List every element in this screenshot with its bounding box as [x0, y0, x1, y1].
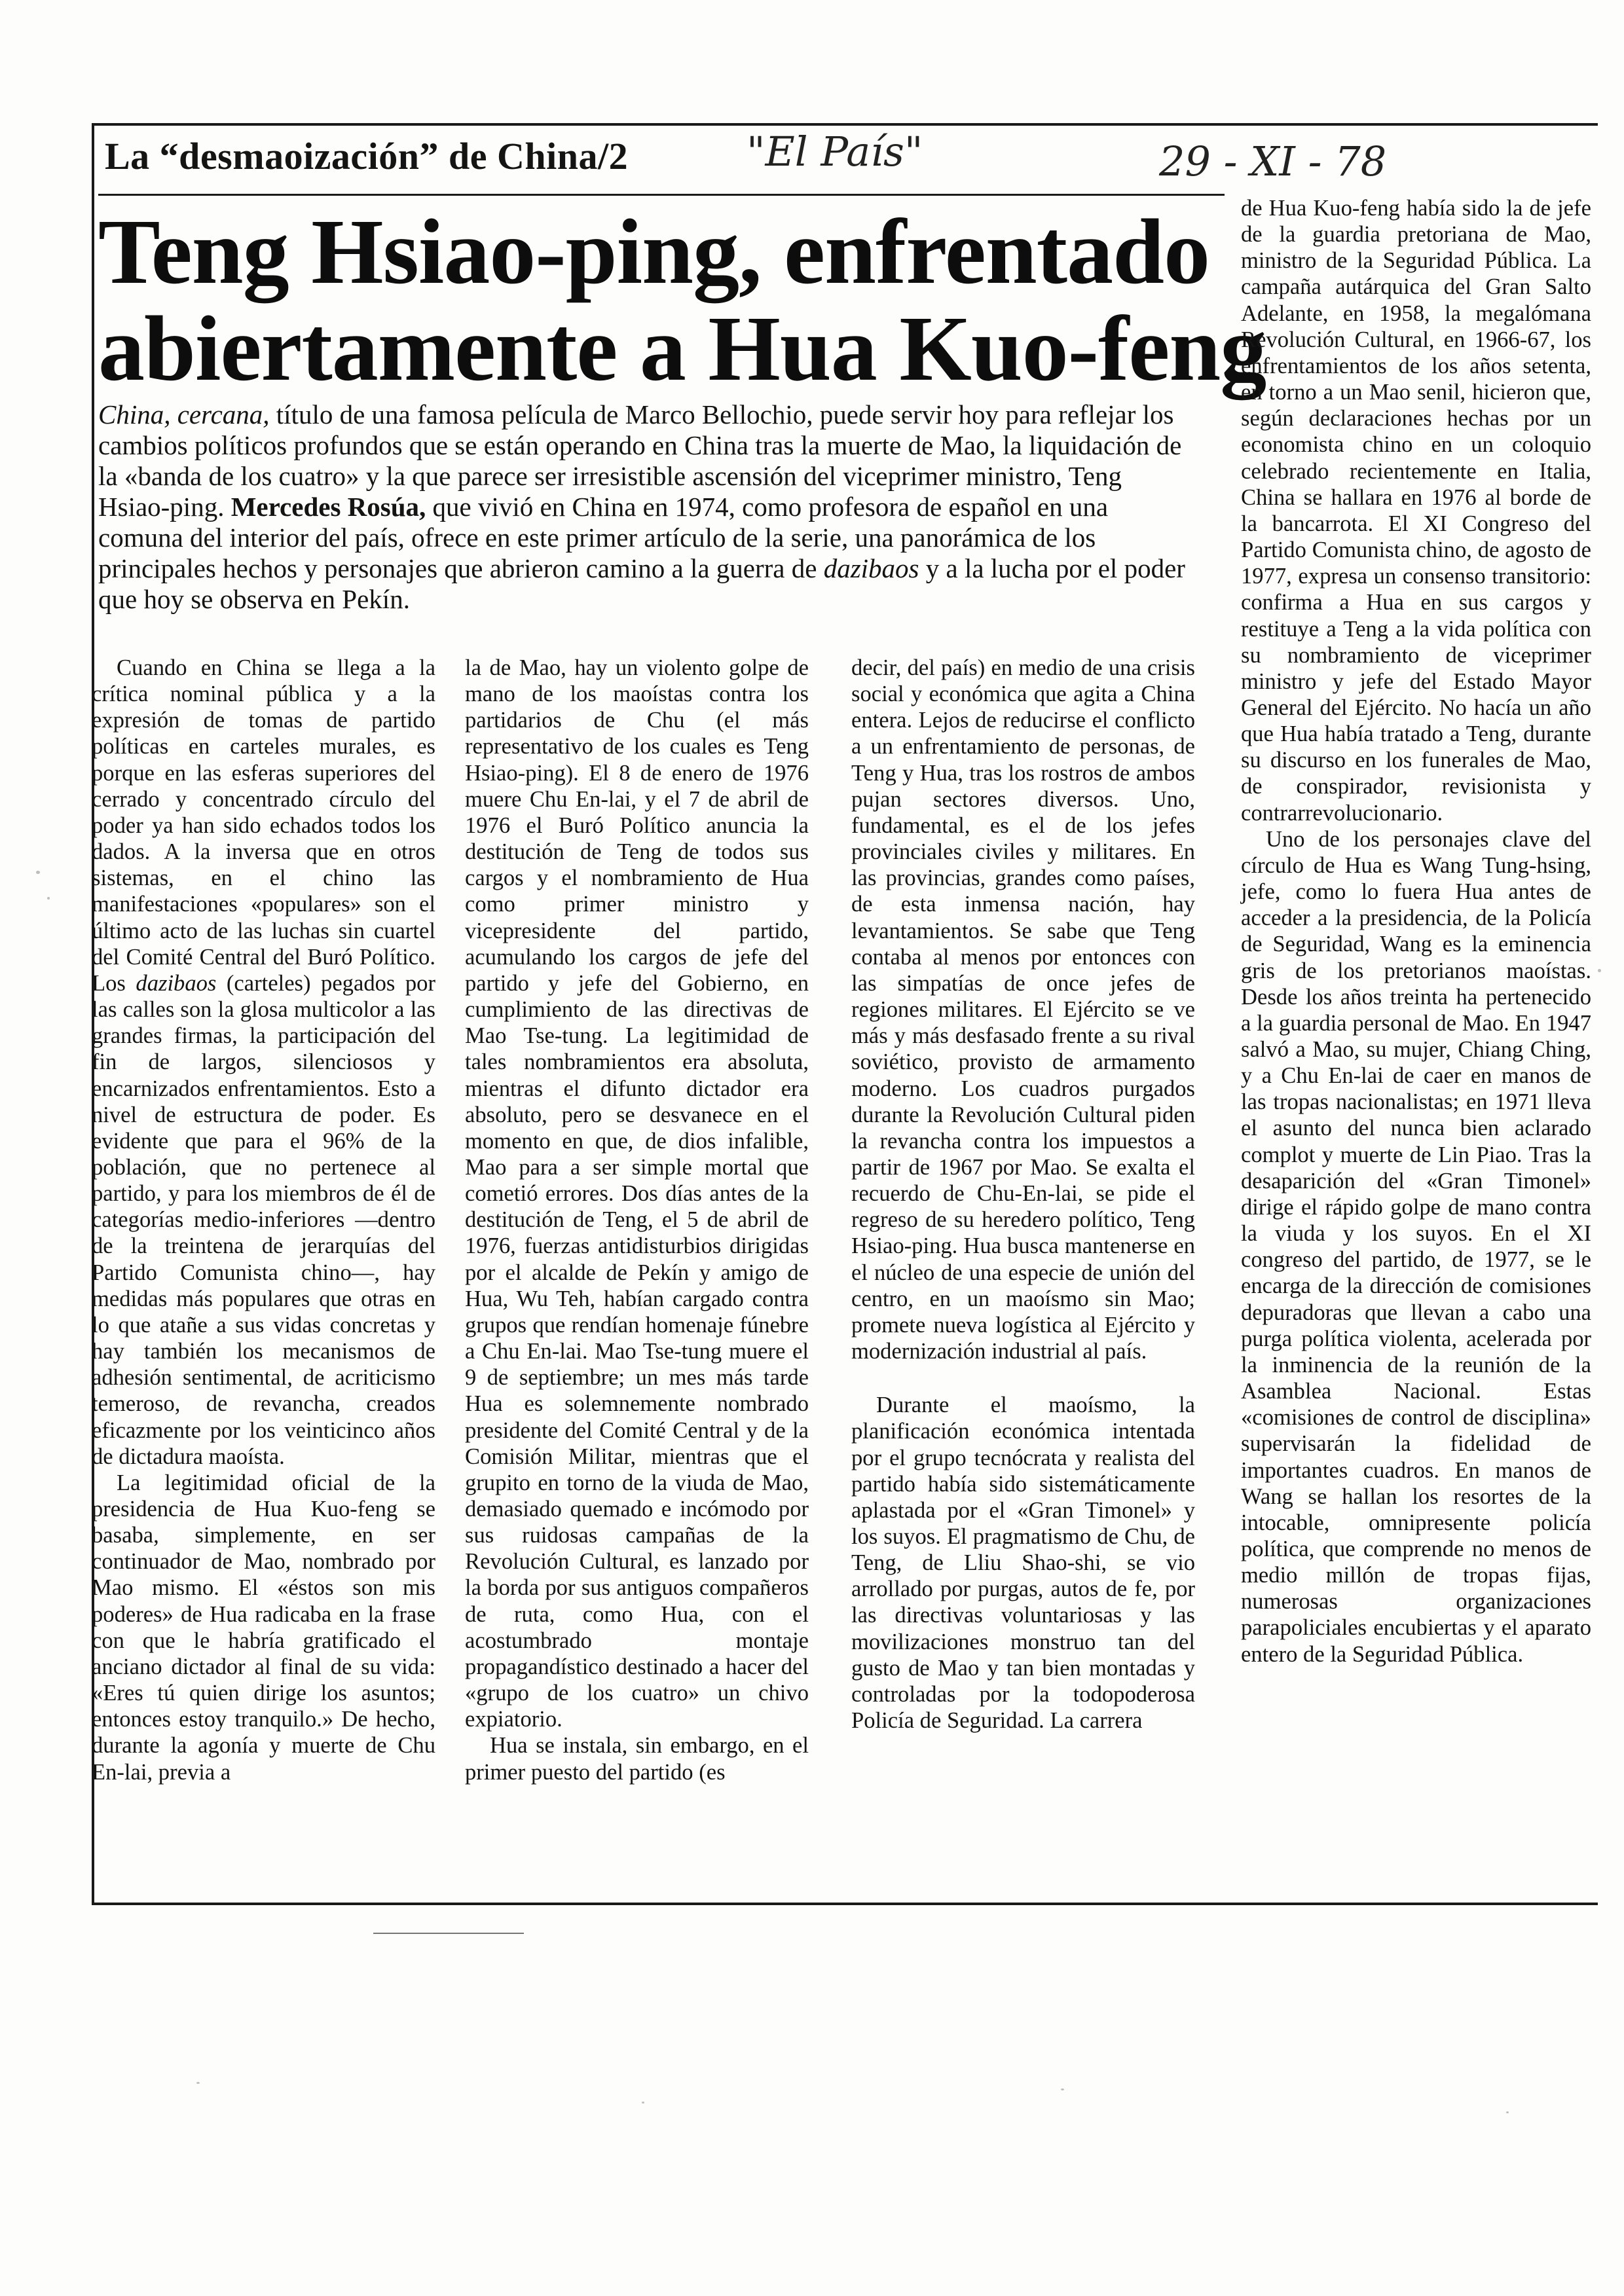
column-4-paragraph-1: de Hua Kuo-feng había sido la de jefe de la guardia pretoriana de Mao, ministro de la Seguridad Pública. La campaña autárquica del Gran Salto Adelante, en 1958, la megalómana Revolución Cultural, en 1966-67, los enfrentamientos de los años setenta, en torno a un Mao senil, hicieron que, según declaraciones hechas por un economista chino en un coloquio celebrado recientemente en Italia, China se hallara en 1976 al borde de la bancarrota. El XI Congreso del Partido Comunista chino, de agosto de 1977, expresa un consenso transitorio: confirma a Hua en sus cargos y restituye a Teng a la vida política con su nombramiento de viceprimer ministro y jefe del Estado Mayor General del Ejército. No hacía un año que Hua había tratado a Teng, durante su discurso en los funerales de Mao, de conspirador, revisionista y contrarrevolucionario. — [1241, 196, 1591, 826]
scan-speck — [1506, 2111, 1509, 2113]
series-kicker: La “desmaoización” de China/2 — [105, 135, 629, 177]
column-4-paragraph-2: Uno de los personajes clave del círculo de Hua es Wang Tung-hsing, jefe, como lo fuera Hua antes de acceder a la presidencia, de la Policía de Seguridad, Wang es la eminencia gris de los pretorianos maoístas. Desde los años treinta ha pertenecido a la guardia personal de Mao. En 1947 salvó a Mao, su mujer, Chiang Ching, y a Chu En-lai de caer en manos de las tropas nacionalistas; en 1971 lleva el asunto del nunca bien aclarado complot y muerte de Lin Piao. Tras la desaparición del «Gran Timonel» dirige el rápido golpe de mano contra la viuda y los suyos. En el XI congreso del partido, de 1977, se le encarga de la dirección de comisiones depuradoras que llevan a cabo una purga política violenta, acelerada por la inminencia de la reunión de la Asamblea Nacional. Estas «comisiones de control de disciplina» supervisarán la fidelidad de importantes cuadros. En manos de Wang se hallan los resortes de la intocable, omnipresente policía política, que comprende no menos de medio millón de tropas fijas, numerosas organizaciones parapoliciales encubiertas y el aparato entero de la Seguridad Pública. — [1241, 826, 1591, 1667]
column-2-paragraph-2: Hua se instala, sin embargo, en el primer puesto del partido (es — [465, 1733, 809, 1785]
lead-text-3: y a la lucha por el poder que hoy se observa en Pekín. — [98, 553, 1185, 614]
lead-text-1: título de una famosa película de Marco Bellochio, puede servir hoy para reflejar los cambios políticos profundos que se están operando en China tras la muerte de Mao, la liquidación de la «banda de los cuatro» y la que parece ser irresistible ascensión del viceprimer ministro, Teng Hsiao-ping. — [98, 399, 1182, 522]
article-column-2 — [465, 655, 809, 1785]
scan-speck — [36, 871, 40, 874]
scan-speck — [196, 2082, 200, 2084]
headline-line-2: abiertamente a Hua Kuo-feng — [98, 297, 1266, 400]
column-3-paragraph-2: Durante el maoísmo, la planificación económica intentada por el grupo tecnócrata y realista del partido había sido sistemáticamente aplastada por el «Gran Timonel» y los suyos. El pragmatismo de Chu, de Teng, de Lliu Shao-shi, se vio arrollado por purgas, autos de fe, por las directivas voluntariosas y las movilizaciones monstruo tan del gusto de Mao y tan bien montadas y controladas por la todopoderosa Policía de Seguridad. La carrera — [851, 1393, 1195, 1734]
headline — [98, 200, 1266, 400]
column-1-paragraph-1-text-b: (carteles) pegados por las calles son la glosa multicolor a las grandes firmas, la participación del fin de largos, silenciosos y encarnizados enfrentamientos. Esto a nivel de estructura de poder. Es evidente que para el 96% de la población, que no pertenece al partido, y para los miembros de él de categorías medio-inferiores —dentro de la treintena de jerarquías del Partido Comunista chino—, hay medidas más populares que otras en lo que atañe a sus vidas concretas y hay también los mecanismos de adhesión sentimental, de acriticismo temeroso, de revancha, creados eficazmente por los veinticinco años de dictadura maoísta. — [92, 970, 435, 1469]
scan-speck — [1598, 969, 1601, 972]
article-column-3 — [851, 655, 1195, 1734]
lead-italic-title: China, cercana, — [98, 399, 270, 429]
scan-speck — [47, 897, 50, 900]
handwritten-newspaper-note: "El País" — [747, 128, 923, 175]
lead-italic-dazibaos: dazibaos — [823, 553, 919, 583]
top-border-rule — [92, 123, 1598, 126]
handwritten-date-note: 29 - XI - 78 — [1159, 137, 1387, 185]
lead-author: Mercedes Rosúa, — [231, 492, 426, 522]
column-1-paragraph-2: La legitimidad oficial de la presidencia de Hua Kuo-feng se basaba, simplemente, en ser continuador de Mao, nombrado por Mao mismo. El «éstos son mis poderes» de Hua radicaba en la frase con que le habría gratificado el anciano dictador al final de su vida: «Eres tú quien dirige los asuntos; entonces estoy tranquilo.» De hecho, durante la agonía y muerte de Chu En-lai, previa a — [92, 1470, 435, 1785]
column-3-spacer — [851, 1364, 1195, 1392]
scan-speck — [1061, 2088, 1064, 2090]
column-1-paragraph-1-text-a: Cuando en China se llega a la crítica nominal pública y a la expresión de tomas de partido políticas en carteles murales, es porque en las esferas superiores del cerrado y concentrado círculo del poder ya han sido echados todos los dados. A la inversa que en otros sistemas, en el chino las manifestaciones «populares» son el último acto de las luchas sin cuartel del Comité Central del Buró Político. Los — [92, 655, 435, 996]
bottom-border-rule — [92, 1903, 1598, 1905]
article-column-4 — [1241, 195, 1591, 1667]
column-3-paragraph-1: decir, del país) en medio de una crisis social y económica que agita a China entera. Lejos de reducirse el conflicto a un enfrentamiento de personas, de Teng y Hua, tras los rostros de ambos pujan sectores diversos. Uno, fundamental, es el de los jefes provinciales civiles y militares. En las provincias, grandes como países, de esta inmensa nación, hay levantamientos. Se sabe que Teng contaba al menos por entonces con las simpatías de once jefes de regiones militares. El Ejército se ve más y más desfasado frente a su rival soviético, provisto de armamento moderno. Los cuadros purgados durante la Revolución Cultural piden la revancha contra los impuestos a partir de 1967 por Mao. Se exalta el recuerdo de Chu-En-lai, se pide el regreso de su heredero político, Teng Hsiao-ping. Hua busca mantenerse en el núcleo de una especie de unión del centro, en un maoísmo sin Mao; promete nueva logística al Ejército y modernización industrial al país. — [851, 655, 1195, 1364]
column-1-italic-dazibaos: dazibaos — [136, 970, 217, 996]
scan-speck — [642, 2102, 644, 2104]
headline-line-1: Teng Hsiao-ping, enfrentado — [98, 200, 1210, 303]
column-2-paragraph-1: la de Mao, hay un violento golpe de mano de los maoístas contra los partidarios de Chu (el más representativo de los cuales es Teng Hsiao-ping). El 8 de enero de 1976 muere Chu En-lai, y el 7 de abril de 1976 el Buró Político anuncia la destitución de Teng de todos sus cargos y el nombramiento de Hua como primer ministro y vicepresidente del partido, acumulando los cargos de jefe del partido y jefe del Gobierno, en cumplimiento de las directivas de Mao Tse-tung. La legitimidad de tales nombramientos era absoluta, mientras el difunto dictador era absoluto, pero se desvanece en el momento en que, de dios infalible, Mao para a ser simple mortal que cometió errores. Dos días antes de la destitución de Teng, el 5 de abril de 1976, fuerzas antidisturbios dirigidas por el alcalde de Pekín y amigo de Hua, Wu Teh, habían cargado contra grupos que rendían homenaje fúnebre a Chu En-lai. Mao Tse-tung muere el 9 de septiembre; un mes más tarde Hua es solemnemente nombrado presidente del Comité Central y de la Comisión Militar, mientras que el grupito en torno de la viuda de Mao, demasiado quemado e incómodo por sus ruidosas campañas de la Revolución Cultural, es lanzado por la borda por sus antiguos compañeros de ruta, como Hua, con el acostumbrado montaje propagandístico destinado a hacer del «grupo de los cuatro» un chivo expiatorio. — [465, 655, 809, 1732]
lead-paragraph — [98, 399, 1198, 615]
article-column-1 — [92, 655, 435, 1785]
lead-text-2: que vivió en China en 1974, como profesora de español en una comuna del interior del país, ofrece en este primer artículo de la serie, una panorámica de los principales hechos y personajes que abrieron camino a la guerra de — [98, 492, 1109, 583]
footer-rule — [373, 1933, 524, 1934]
column-1-paragraph-1 — [92, 655, 435, 1470]
kicker-underline — [98, 194, 1225, 196]
